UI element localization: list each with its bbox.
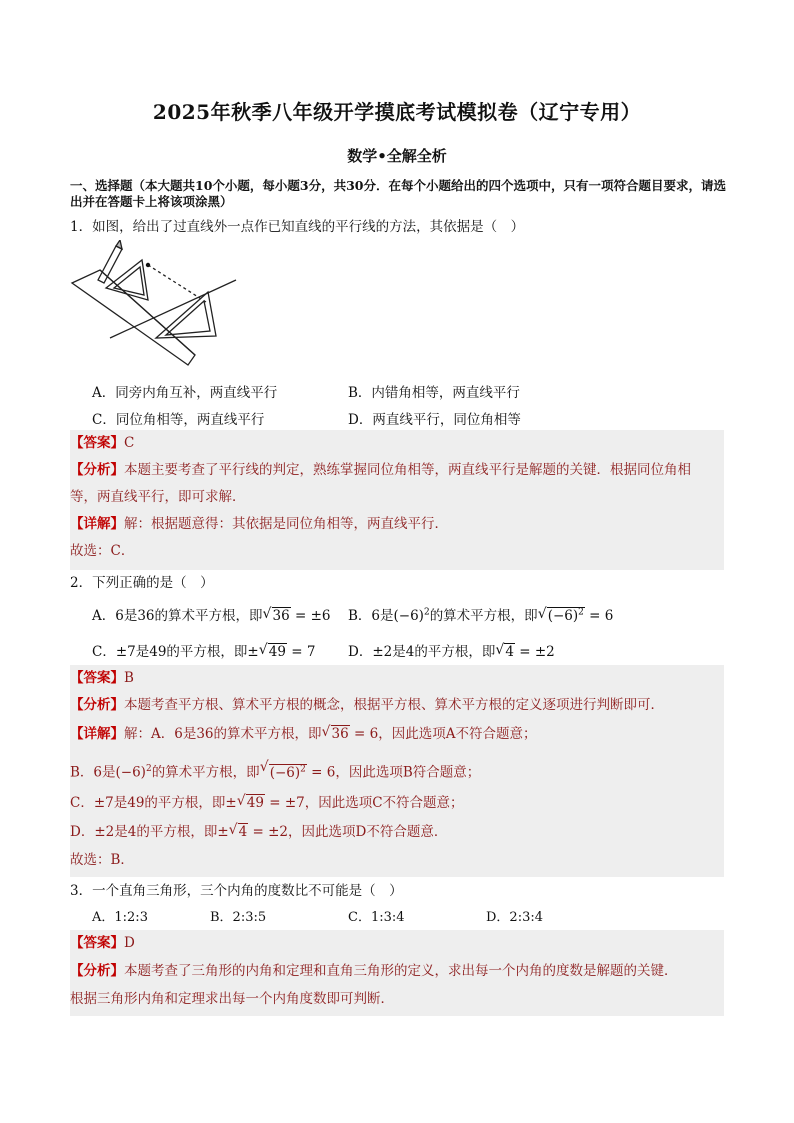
q1-option-a: A．同旁内角互补，两直线平行 (92, 385, 278, 401)
q2-analysis-line (70, 692, 724, 718)
q2-detail-2-radicand-exponent: 2 (300, 764, 306, 774)
q2-a-text: A．6是36的算术平方根，即 (92, 608, 263, 624)
q2-detail-2-radicand (269, 764, 307, 781)
q2-d-text: D．±2是4的平方根，即 (348, 644, 496, 660)
q2-option-a (92, 604, 331, 624)
q2-detail-line-3 (70, 790, 724, 816)
page-title: 2025年秋季八年级开学摸底考试模拟卷（辽宁专用） (152, 100, 642, 124)
q2-detail-3-radicand: 49 (246, 795, 264, 811)
q2-detail-2-exponent: 2 (145, 764, 152, 774)
q1-analysis-text-1: 本题主要考查了平行线的判定，熟练掌握同位角相等，两直线平行是解题的关键．根据同位角相 (124, 462, 691, 478)
q2-detail-2-text: B．6是 (70, 764, 116, 781)
q2-d-radicand: 4 (505, 644, 514, 660)
q2-detail-1-result: = 6，因此选项A不符合题意； (349, 726, 537, 742)
q2-detail-1-text: 解：A．6是36的算术平方根，即 (124, 726, 322, 742)
q2-stem: 2．下列正确的是（ ） (70, 575, 214, 591)
q2-detail-line-1 (70, 721, 724, 747)
q2-detail-line-4 (70, 819, 724, 845)
q2-c-text: C．±7是49的平方根，即± (92, 644, 259, 660)
q2-b-radicand-exponent: 2 (578, 607, 584, 618)
page-subtitle: 数学•全解全析 (347, 147, 447, 165)
answer-tag: 【答案】 (70, 670, 124, 686)
sqrt-symbol (263, 608, 291, 624)
q1-option-b: B．内错角相等，两直线平行 (348, 385, 520, 401)
q3-option-b: B．2:3:5 (210, 910, 267, 925)
q2-detail-2-radicand-base: (−6) (269, 764, 301, 781)
q1-analysis-line-1 (70, 457, 724, 483)
section-heading: 一、选择题（本大题共10个小题，每小题3分，共30分．在每个小题给出的四个选项中，只有一项符合题目要求，请选出并在答题卡上将该项涂黑） (70, 178, 726, 209)
q2-detail-3-text: C．±7是49的平方根，即± (70, 795, 237, 811)
q2-detail-1-radicand: 36 (331, 726, 349, 742)
q2-detail-2-base: (−6) (115, 764, 146, 781)
q2-b-result: = 6 (584, 608, 614, 624)
q2-b-radicand-base: (−6) (547, 608, 579, 624)
q3-analysis-line-2: 根据三角形内角和定理求出每一个内角度数即可判断． (70, 991, 394, 1007)
answer-tag: 【答案】 (70, 435, 124, 451)
q2-option-c (92, 640, 315, 660)
q3-analysis-text-1: 本题考查了三角形的内角和定理和直角三角形的定义，求出每一个内角的度数是解题的关键． (124, 963, 678, 979)
q2-answer-line (70, 665, 724, 691)
set-square-figure (70, 240, 250, 370)
detail-tag: 【详解】 (70, 726, 124, 742)
q2-option-d (348, 640, 555, 660)
q1-answer-line (70, 430, 724, 456)
q3-answer-line (70, 930, 724, 956)
q1-option-c: C．同位角相等，两直线平行 (92, 412, 265, 428)
sqrt-symbol (229, 819, 249, 845)
q2-detail-4-radicand: 4 (238, 824, 248, 840)
q1-stem: 1．如图，给出了过直线外一点作已知直线的平行线的方法，其依据是（ ） (70, 219, 525, 235)
q1-detail-line (70, 511, 724, 537)
q2-c-result: = 7 (286, 644, 316, 660)
q2-a-radicand: 36 (272, 608, 290, 624)
q1-detail-text: 解：根据题意得：其依据是同位角相等，两直线平行． (124, 516, 448, 532)
q2-answer: B (124, 670, 134, 686)
q2-b-text: B．6是 (348, 608, 394, 624)
q2-d-result: = ±2 (514, 644, 555, 660)
q2-detail-4-result: = ±2，因此选项D不符合题意． (248, 824, 448, 840)
q2-detail-2-text-mid: 的算术平方根，即 (151, 764, 260, 781)
q2-b-text-mid: 的算术平方根，即 (429, 608, 538, 624)
q2-choose-line: 故选：B． (70, 852, 134, 868)
q2-b-radicand (547, 607, 585, 624)
q1-answer: C (124, 435, 135, 451)
answer-tag: 【答案】 (70, 935, 124, 951)
analysis-tag: 【分析】 (70, 462, 124, 478)
q3-analysis-line-1 (70, 958, 724, 984)
q1-choose-line: 故选：C． (70, 543, 135, 559)
sqrt-symbol (259, 644, 287, 660)
q2-analysis-text: 本题考查平方根、算术平方根的概念，根据平方根、算术平方根的定义逐项进行判断即可． (124, 697, 664, 713)
sqrt-symbol (237, 790, 265, 816)
q2-option-b (348, 604, 613, 624)
detail-tag: 【详解】 (70, 516, 124, 532)
q2-detail-2-result: = 6，因此选项B符合题意； (306, 764, 481, 781)
q2-a-result: = ±6 (290, 608, 331, 624)
sqrt-symbol (495, 644, 515, 660)
q1-analysis-line-2: 等，两直线平行，即可求解． (70, 489, 246, 505)
q3-option-c: C．1:3:4 (348, 910, 405, 925)
q3-answer: D (124, 935, 135, 951)
q2-detail-line-2 (70, 756, 724, 786)
q2-c-radicand: 49 (268, 644, 286, 660)
q3-option-d: D．2:3:4 (486, 910, 543, 925)
sqrt-symbol (260, 756, 307, 786)
analysis-tag: 【分析】 (70, 963, 124, 979)
q2-detail-3-result: = ±7，因此选项C不符合题意； (264, 795, 464, 811)
q2-b-exponent: 2 (423, 607, 430, 618)
q3-option-a: A．1:2:3 (92, 910, 148, 925)
q2-b-base: (−6) (393, 608, 424, 624)
q3-stem: 3．一个直角三角形，三个内角的度数比不可能是（ ） (70, 883, 403, 899)
analysis-tag: 【分析】 (70, 697, 124, 713)
sqrt-symbol (538, 608, 585, 625)
sqrt-symbol (322, 721, 350, 747)
q1-option-d: D．两直线平行，同位角相等 (348, 412, 521, 428)
q2-detail-4-text: D．±2是4的平方根，即± (70, 824, 229, 840)
